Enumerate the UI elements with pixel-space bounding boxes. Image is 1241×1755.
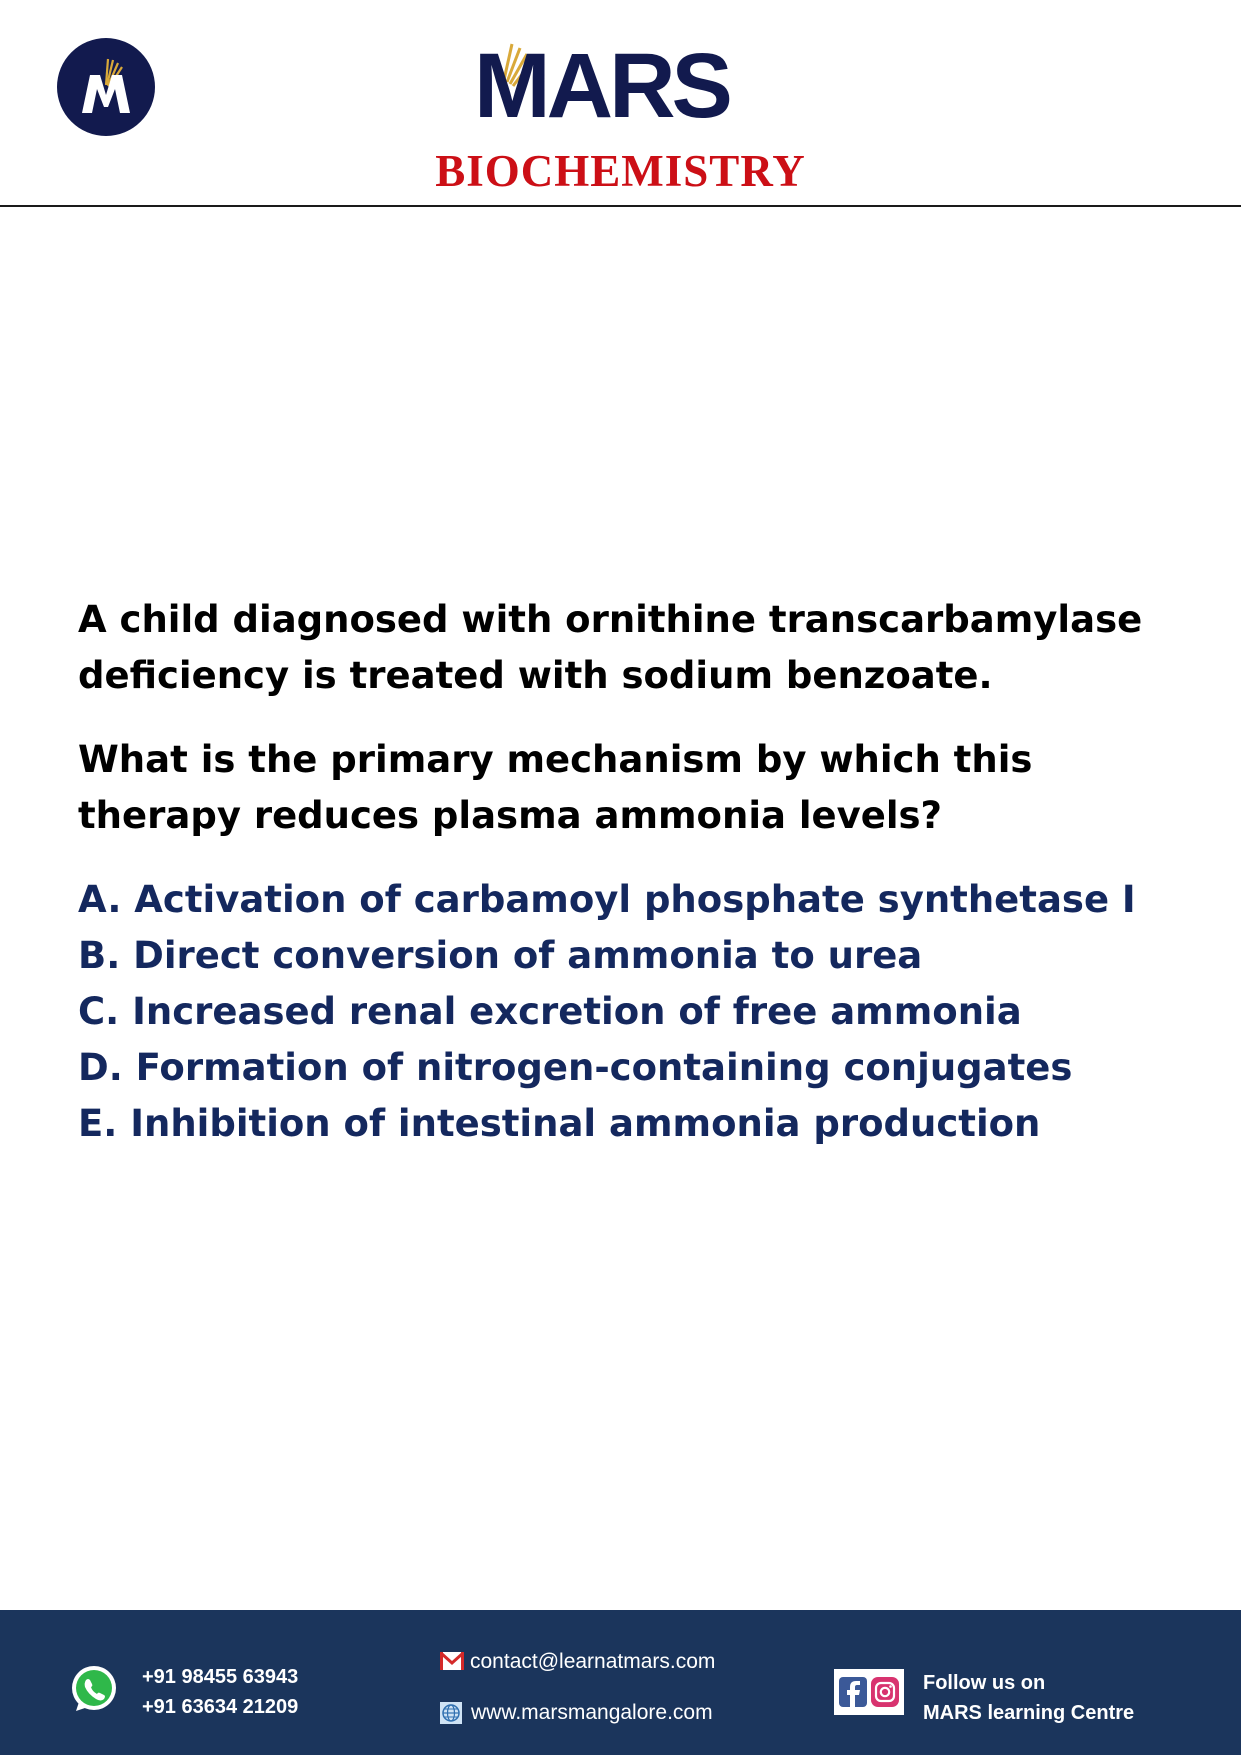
option-d: D. Formation of nitrogen-containing conjugates [78,1046,1073,1089]
option-b: B. Direct conversion of ammonia to urea [78,934,923,977]
follow-line: MARS learning Centre [923,1702,1135,1724]
email-link[interactable]: contact@learnatmars.com [470,1650,716,1673]
instagram-icon[interactable] [871,1677,899,1707]
follow-us-text [923,1668,1134,1728]
facebook-icon[interactable] [839,1677,867,1707]
follow-line: Follow us on [923,1672,1046,1694]
contact-footer [0,1610,1241,1755]
phone-number[interactable]: +91 63634 21209 [142,1696,299,1718]
option-c: C. Increased renal excretion of free ammonia [78,990,1022,1033]
page-header [0,0,1241,206]
option-e: E. Inhibition of intestinal ammonia production [78,1102,1041,1145]
mars-corner-logo [56,37,156,137]
mail-icon [440,1652,464,1670]
question-block [78,592,1198,1152]
phone-numbers [142,1662,298,1722]
question-stem: A child diagnosed with ornithine transcarbamylase deficiency is treated with sodium benzoate. [78,598,1143,697]
whatsapp-icon [68,1663,120,1715]
phone-number[interactable]: +91 98455 63943 [142,1666,299,1688]
option-a: A. Activation of carbamoyl phosphate synthetase I [78,878,1136,921]
header-divider [0,205,1241,207]
social-icons [834,1669,904,1715]
website-link[interactable]: www.marsmangalore.com [471,1701,713,1724]
brand-wordmark: MARS [474,35,729,137]
answer-options [78,872,1198,1152]
subject-title: BIOCHEMISTRY [435,146,806,196]
globe-icon [440,1702,462,1724]
question-prompt: What is the primary mechanism by which this therapy reduces plasma ammonia levels? [78,738,1033,837]
